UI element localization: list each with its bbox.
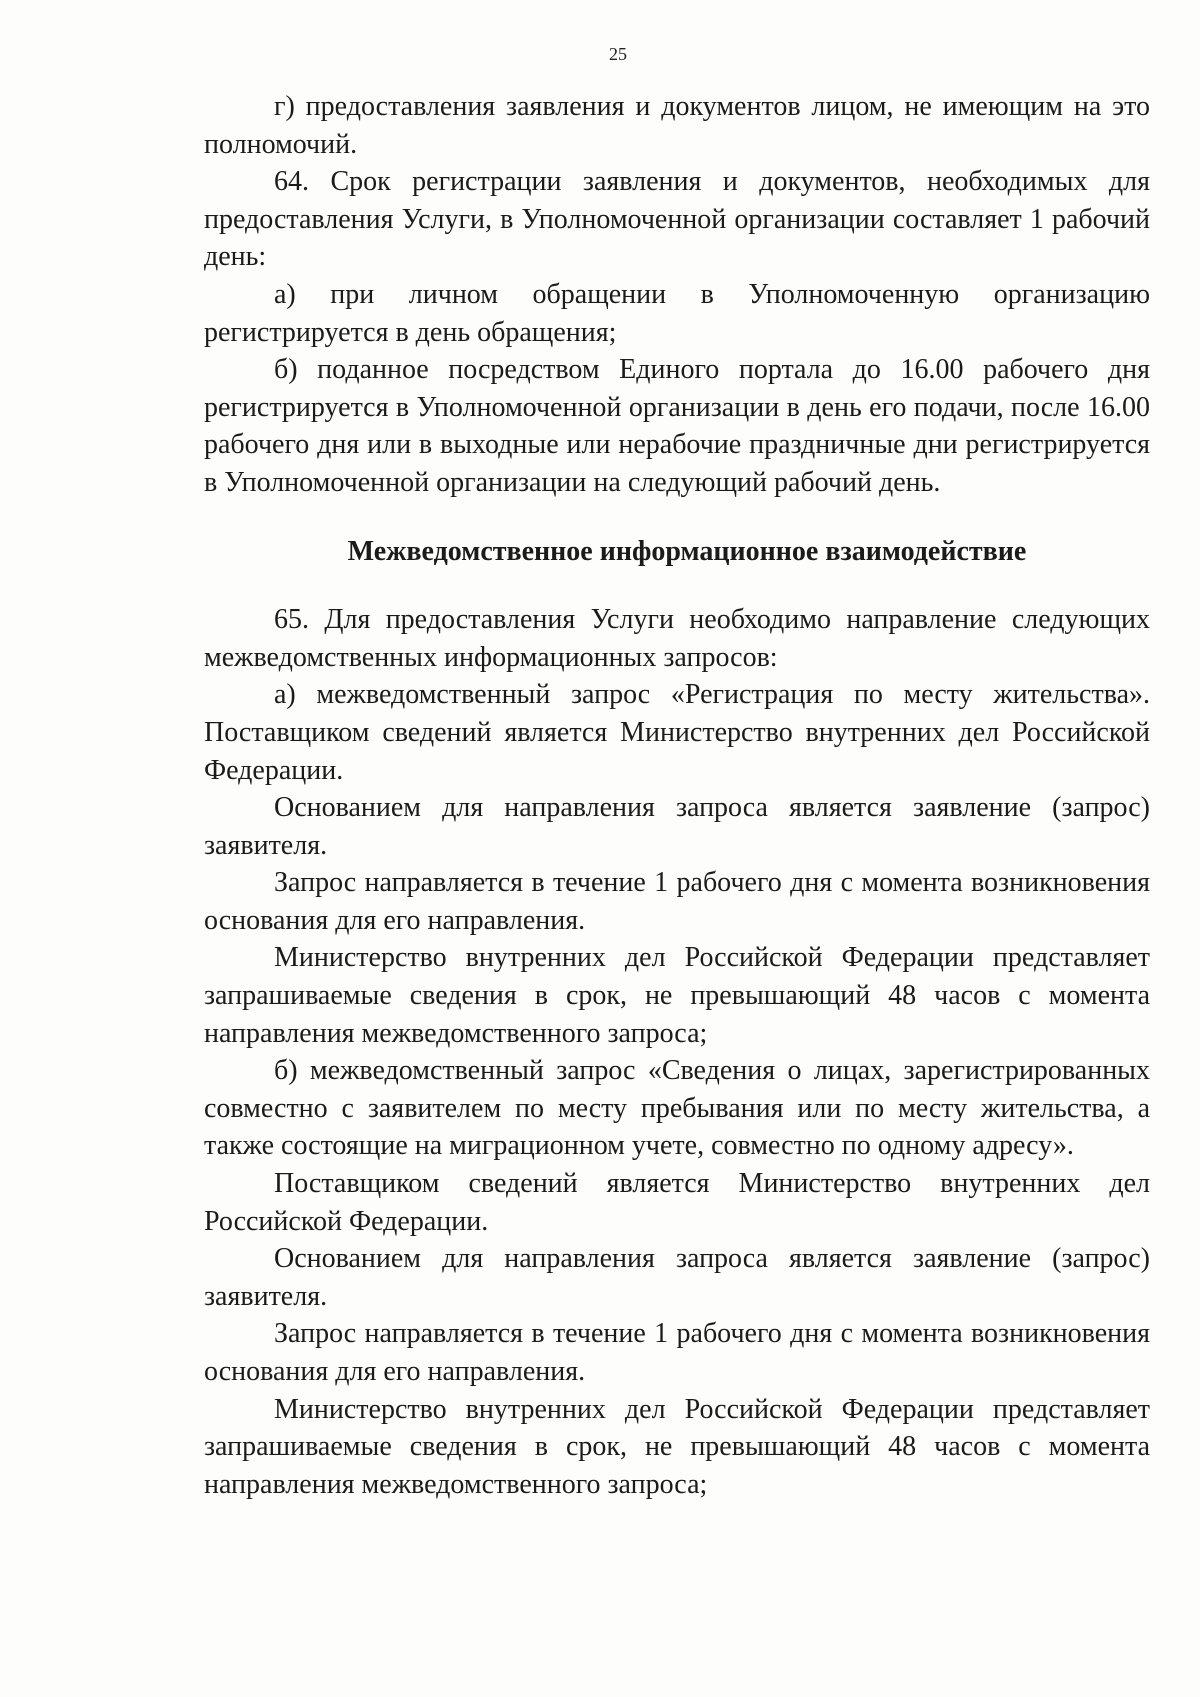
paragraph-item-g: г) предоставления заявления и документов лицом, не имеющим на это полномочий. — [204, 91, 1150, 160]
paragraph-65-b-response: Министерство внутренних дел Российской Федерации представляет запрашиваемые сведения в срок, не превышающий 48 часов с момента направления межведомственного запроса; — [204, 1393, 1150, 1500]
document-body — [204, 88, 1150, 1503]
section-heading: Межведомственное информационное взаимодействие — [347, 535, 1027, 567]
paragraph-65-b-provider: Поставщиком сведений является Министерство внутренних дел Российской Федерации. — [204, 1168, 1150, 1237]
paragraph-65: 65. Для предоставления Услуги необходимо направление следующих межведомственных информационных запросов: — [204, 604, 1150, 673]
paragraph-64: 64. Срок регистрации заявления и документов, необходимых для предоставления Услуги, в Уполномоченной организации составляет 1 рабочий день: — [204, 166, 1150, 273]
paragraph-64-b: б) поданное посредством Единого портала до 16.00 рабочего дня регистрируется в Уполномоченной организации в день его подачи, после 16.00 рабочего дня или в выходные или нерабочие праздничные дни регистрируется в Уполномоченной организации на следующий рабочий день. — [204, 354, 1150, 498]
paragraph-65-a-basis: Основанием для направления запроса является заявление (запрос) заявителя. — [204, 792, 1150, 861]
paragraph-65-b: б) межведомственный запрос «Сведения о лицах, зарегистрированных совместно с заявителем по месту пребывания или по месту жительства, а также состоящие на миграционном учете, совместно по одному адресу». — [204, 1055, 1150, 1162]
page-number: 25 — [609, 44, 627, 64]
paragraph-65-a-timing: Запрос направляется в течение 1 рабочего дня с момента возникновения основания для его направления. — [204, 867, 1150, 936]
paragraph-65-a-response: Министерство внутренних дел Российской Федерации представляет запрашиваемые сведения в срок, не превышающий 48 часов с момента направления межведомственного запроса; — [204, 942, 1150, 1049]
paragraph-64-a: а) при личном обращении в Уполномоченную организацию регистрируется в день обращения; — [204, 278, 1150, 348]
paragraph-65-a: а) межведомственный запрос «Регистрация по месту жительства». Поставщиком сведений является Министерство внутренних дел Российской Федерации. — [204, 679, 1150, 786]
paragraph-65-b-timing: Запрос направляется в течение 1 рабочего дня с момента возникновения основания для его направления. — [204, 1318, 1150, 1387]
paragraph-65-b-basis: Основанием для направления запроса является заявление (запрос) заявителя. — [204, 1243, 1150, 1312]
